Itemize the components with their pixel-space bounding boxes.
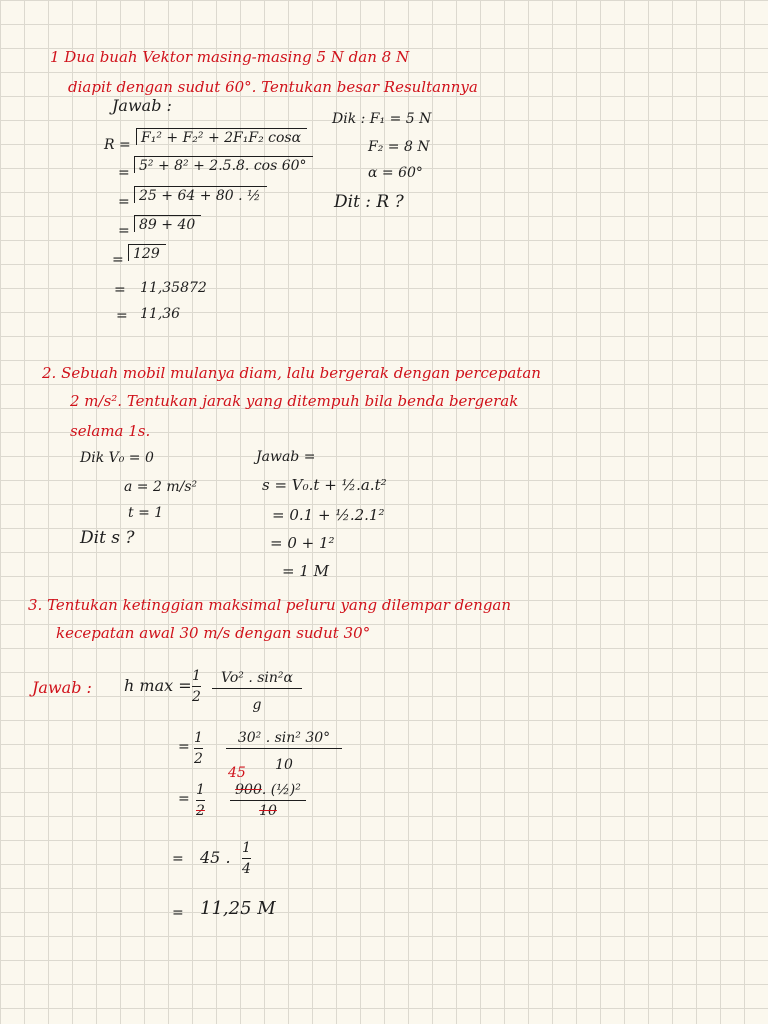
equals-sign: = <box>172 851 184 867</box>
step-prefix: = <box>118 194 130 210</box>
problem2-step: = 0.1 + ½.2.1² <box>272 506 385 524</box>
fraction-one-half <box>194 730 203 767</box>
numerator: Vo² . sin²α <box>221 670 293 686</box>
equals-sign: = <box>178 791 190 807</box>
fraction-one-quarter <box>242 840 251 877</box>
problem1-question-line1: 1 Dua buah Vektor masing-masing 5 N dan 8 N <box>50 48 410 66</box>
numerator: 1 <box>192 668 201 684</box>
step-prefix: = <box>118 165 130 181</box>
problem1-jawab: Jawab : <box>112 96 172 115</box>
problem1-dik-1: Dik : F₁ = 5 N <box>332 111 432 127</box>
problem2-step: = 1 M <box>282 562 330 580</box>
fraction-bar <box>196 800 205 801</box>
fraction-bar <box>230 800 306 801</box>
problem3-question-line1: 3. Tentukan ketinggian maksimal peluru yang dilempar dengan <box>28 596 512 614</box>
numerator: 30² . sin² 30° <box>237 730 331 746</box>
problem1-dik-2: F₂ = 8 N <box>368 139 430 155</box>
fraction-bar <box>192 686 201 687</box>
equals-sign: = <box>172 905 184 921</box>
crossed-900: 900 <box>235 782 262 798</box>
fraction-one-half <box>192 668 201 705</box>
denominator: 10 <box>259 803 277 819</box>
problem2-question-line3: selama 1s. <box>70 422 151 440</box>
problem2-step: = 0 + 1² <box>270 534 335 552</box>
problem2-jawab: Jawab = <box>256 449 316 465</box>
step-prefix: = <box>116 308 128 324</box>
numerator <box>235 782 301 798</box>
denominator: 2 <box>194 751 203 767</box>
sqrt-expression: 25 + 64 + 80 . ½ <box>134 186 267 203</box>
problem3-jawab: Jawab : <box>32 678 92 697</box>
problem2-dik-2: a = 2 m/s² <box>124 479 198 495</box>
sqrt-expression: F₁² + F₂² + 2F₁F₂ cosα <box>136 128 307 145</box>
numerator: 1 <box>242 840 251 856</box>
sqrt-expression: 129 <box>128 244 166 261</box>
problem2-dik-1: Dik V₀ = 0 <box>80 450 154 466</box>
fraction-bar <box>242 858 251 859</box>
equals-sign: = <box>178 739 190 755</box>
denominator: 2 <box>196 803 205 819</box>
sqrt-expression: 5² + 8² + 2.5.8. cos 60° <box>134 156 313 173</box>
step-prefix: = <box>112 252 124 268</box>
step-prefix: R = <box>104 137 131 153</box>
crossed-result-45: 45 <box>228 765 246 781</box>
fraction-vo-sin <box>212 670 302 713</box>
numerator: 1 <box>194 730 203 746</box>
half-squared: . (½)² <box>261 782 301 798</box>
final-result: 11,25 M <box>200 898 276 919</box>
fraction-900-half <box>230 782 306 819</box>
step-value: 11,36 <box>140 306 181 322</box>
problem2-dit: Dit s ? <box>80 528 135 548</box>
denominator: 4 <box>242 861 251 877</box>
problem2-question-line2: 2 m/s². Tentukan jarak yang ditempuh bila benda bergerak <box>70 392 519 410</box>
step-value: 11,35872 <box>140 280 207 296</box>
step-prefix: = <box>118 223 130 239</box>
fraction-bar <box>194 748 203 749</box>
problem2-dik-3: t = 1 <box>128 505 164 521</box>
problem1-question-line2: diapit dengan sudut 60°. Tentukan besar Resultannya <box>68 78 478 96</box>
numerator: 1 <box>196 782 205 798</box>
step4-45: 45 . <box>200 848 231 867</box>
problem1-dit: Dit : R ? <box>334 192 404 212</box>
problem1-dik-3: α = 60° <box>368 165 423 181</box>
problem3-hmax-label: h max = <box>124 676 192 695</box>
fraction-bar <box>226 748 342 749</box>
problem3-question-line2: kecepatan awal 30 m/s dengan sudut 30° <box>56 624 371 642</box>
problem2-question-line1: 2. Sebuah mobil mulanya diam, lalu bergerak dengan percepatan <box>42 364 541 382</box>
denominator: 2 <box>192 689 201 705</box>
sqrt-expression: 89 + 40 <box>134 215 201 232</box>
problem2-step: s = V₀.t + ½.a.t² <box>262 476 387 494</box>
fraction-bar <box>212 688 302 689</box>
step-prefix: = <box>114 282 126 298</box>
denominator: g <box>252 697 262 713</box>
fraction-one-half-crossed <box>196 782 205 819</box>
denominator: 10 <box>275 757 293 773</box>
